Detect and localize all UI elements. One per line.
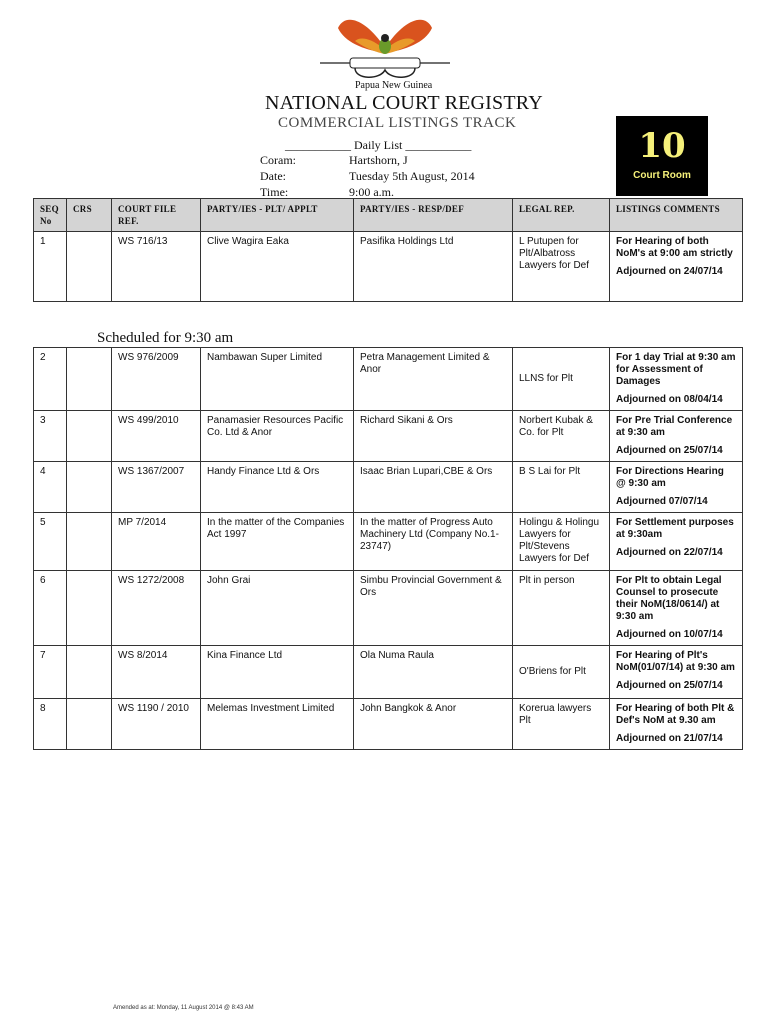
cell-plt: Clive Wagira Eaka [201, 232, 354, 302]
scheduled-label: Scheduled for 9:30 am [97, 330, 234, 346]
comment-text: For 1 day Trial at 9:30 am for Assessment of Damages [616, 352, 736, 387]
cell-plt: Melemas Investment Limited [201, 699, 354, 750]
cell-comment [610, 646, 743, 699]
cell-seq: 4 [34, 462, 67, 513]
cell-rep: O'Briens for Plt [513, 646, 610, 699]
cell-rep: Korerua lawyers Plt [513, 699, 610, 750]
country-text: Papua New Guinea [355, 80, 433, 91]
cell-comment [610, 513, 743, 571]
comment-text: For Settlement purposes at 9:30am [616, 517, 734, 540]
cell-rep: LLNS for Plt [513, 348, 610, 411]
listings-table-900 [33, 198, 743, 302]
col-def: PARTY/IES - RESP/DEF [354, 199, 513, 232]
cell-seq: 5 [34, 513, 67, 571]
table-row [34, 571, 743, 646]
cell-crs [67, 513, 112, 571]
adjourned-text: Adjourned on 22/07/14 [616, 547, 723, 558]
adjourned-text: Adjourned 07/07/14 [616, 496, 708, 507]
daily-list-label: ___________ Daily List ___________ [285, 138, 472, 152]
cell-plt: Kina Finance Ltd [201, 646, 354, 699]
adjourned-text: Adjourned on 10/07/14 [616, 629, 723, 640]
cell-crs [67, 348, 112, 411]
cell-ref: WS 1367/2007 [112, 462, 201, 513]
comment-text: For Pre Trial Conference at 9:30 am [616, 415, 733, 438]
court-room-badge [616, 116, 708, 196]
cell-def: In the matter of Progress Auto Machinery Ltd (Company No.1-23747) [354, 513, 513, 571]
col-rep: LEGAL REP. [513, 199, 610, 232]
date-value: Tuesday 5th August, 2014 [349, 169, 475, 183]
cell-rep: Plt in person [513, 571, 610, 646]
adjourned-text: Adjourned on 25/07/14 [616, 445, 723, 456]
col-plt: PARTY/IES - PLT/ APPLT [201, 199, 354, 232]
date-label: Date: [260, 169, 286, 183]
png-emblem-logo [310, 8, 460, 80]
cell-crs [67, 646, 112, 699]
comment-text: For Hearing of both Plt & Def's NoM at 9.30 am [616, 703, 735, 726]
coram-label: Coram: [260, 153, 296, 167]
cell-comment [610, 462, 743, 513]
adjourned-text: Adjourned on 21/07/14 [616, 733, 723, 744]
listings-table-930 [33, 347, 743, 750]
cell-seq: 3 [34, 411, 67, 462]
cell-seq: 8 [34, 699, 67, 750]
comment-text: For Plt to obtain Legal Counsel to prosecute their NoM(18/0614/) at 9:30 am [616, 575, 722, 622]
cell-comment [610, 411, 743, 462]
cell-comment [610, 348, 743, 411]
col-ref: COURT FILE REF. [112, 199, 201, 232]
track-subtitle: COMMERCIAL LISTINGS TRACK [278, 115, 517, 131]
cell-def: Pasifika Holdings Ltd [354, 232, 513, 302]
cell-def: John Bangkok & Anor [354, 699, 513, 750]
table-row [34, 513, 743, 571]
cell-def: Richard Sikani & Ors [354, 411, 513, 462]
col-seq: SEQ No [34, 199, 67, 232]
cell-crs [67, 411, 112, 462]
cell-comment [610, 571, 743, 646]
cell-seq: 7 [34, 646, 67, 699]
cell-ref: WS 8/2014 [112, 646, 201, 699]
amended-footer: Amended as at: Monday, 11 August 2014 @ 8:43 AM [113, 1005, 254, 1011]
comment-text: For Directions Hearing @ 9:30 am [616, 466, 724, 489]
cell-ref: WS 1272/2008 [112, 571, 201, 646]
cell-plt: In the matter of the Companies Act 1997 [201, 513, 354, 571]
cell-ref: MP 7/2014 [112, 513, 201, 571]
cell-seq: 1 [34, 232, 67, 302]
cell-comment [610, 232, 743, 302]
cell-plt: Panamasier Resources Pacific Co. Ltd & Anor [201, 411, 354, 462]
cell-crs [67, 699, 112, 750]
table-row [34, 646, 743, 699]
adjourned-text: Adjourned on 24/07/14 [616, 266, 723, 277]
cell-rep: Norbert Kubak & Co. for Plt [513, 411, 610, 462]
time-label: Time: [260, 185, 289, 199]
table-row [34, 411, 743, 462]
court-room-label: Court Room [633, 170, 691, 181]
court-room-number: 10 [638, 126, 686, 166]
cell-rep: B S Lai for Plt [513, 462, 610, 513]
cell-def: Simbu Provincial Government & Ors [354, 571, 513, 646]
cell-seq: 6 [34, 571, 67, 646]
cell-def: Petra Management Limited & Anor [354, 348, 513, 411]
cell-crs [67, 462, 112, 513]
comment-text: For Hearing of both NoM's at 9:00 am strictly [616, 236, 733, 259]
cell-rep: Holingu & Holingu Lawyers for Plt/Stevens Lawyers for Def [513, 513, 610, 571]
registry-title: NATIONAL COURT REGISTRY [265, 92, 543, 114]
cell-plt: Handy Finance Ltd & Ors [201, 462, 354, 513]
time-value: 9:00 a.m. [349, 185, 394, 199]
cell-plt: John Grai [201, 571, 354, 646]
coram-value: Hartshorn, J [349, 153, 408, 167]
cell-ref: WS 1190 / 2010 [112, 699, 201, 750]
cell-ref: WS 499/2010 [112, 411, 201, 462]
cell-def: Isaac Brian Lupari,CBE & Ors [354, 462, 513, 513]
cell-crs [67, 232, 112, 302]
table-row [34, 348, 743, 411]
adjourned-text: Adjourned on 25/07/14 [616, 680, 723, 691]
table-row [34, 232, 743, 302]
col-crs: CRS [67, 199, 112, 232]
cell-comment [610, 699, 743, 750]
cell-crs [67, 571, 112, 646]
adjourned-text: Adjourned on 08/04/14 [616, 394, 723, 405]
cell-seq: 2 [34, 348, 67, 411]
cell-ref: WS 976/2009 [112, 348, 201, 411]
cell-ref: WS 716/13 [112, 232, 201, 302]
col-comments: LISTINGS COMMENTS [610, 199, 743, 232]
table-row [34, 699, 743, 750]
comment-text: For Hearing of Plt's NoM(01/07/14) at 9:30 am [616, 650, 735, 673]
table-row [34, 462, 743, 513]
cell-plt: Nambawan Super Limited [201, 348, 354, 411]
cell-def: Ola Numa Raula [354, 646, 513, 699]
cell-rep: L Putupen for Plt/Albatross Lawyers for Def [513, 232, 610, 302]
